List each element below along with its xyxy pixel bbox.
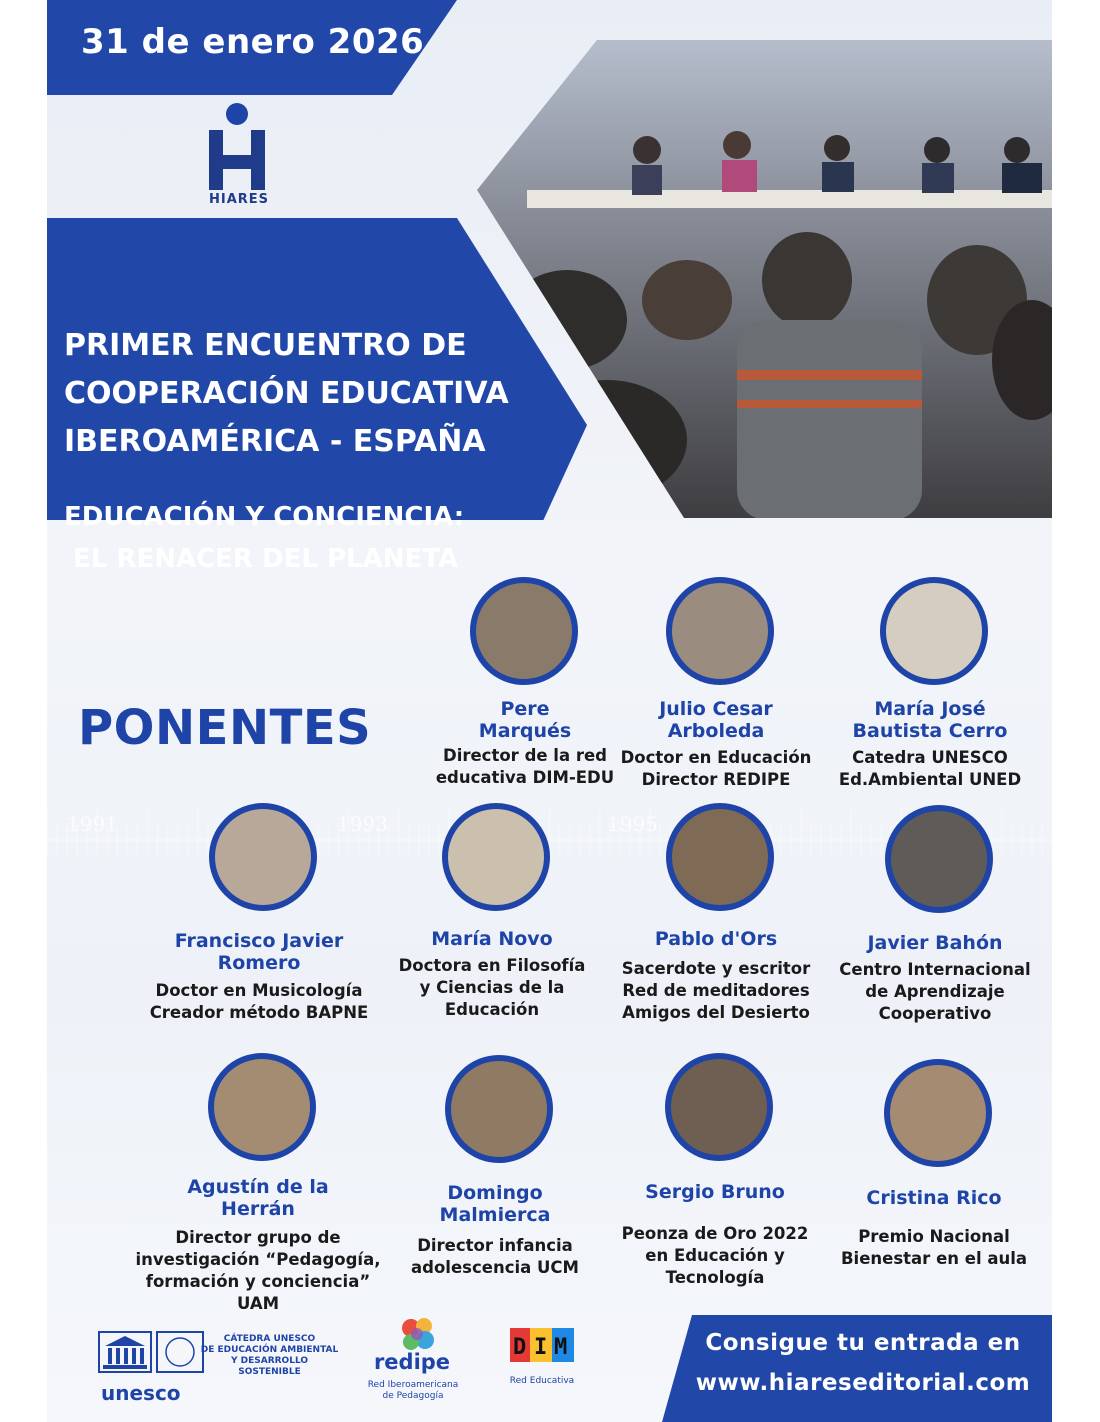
title-line: PRIMER ENCUENTRO DE bbox=[64, 328, 467, 363]
speaker-name: Agustín de la Herrán bbox=[187, 1176, 329, 1220]
speaker-photo bbox=[884, 1059, 992, 1167]
speaker-name: Sergio Bruno bbox=[645, 1181, 785, 1203]
speaker-role: Premio Nacional Bienestar en el aula bbox=[840, 1227, 1028, 1268]
year-label: 1995 bbox=[607, 812, 658, 836]
speaker-photo bbox=[208, 1053, 316, 1161]
speaker-role: Director grupo de investigación “Pedagogía, formación y conciencia” UAM bbox=[135, 1228, 381, 1313]
speaker-photo bbox=[470, 577, 578, 685]
speakers-heading: PONENTES bbox=[78, 700, 372, 756]
svg-text:D: D bbox=[513, 1335, 527, 1360]
speaker-photo bbox=[885, 805, 993, 913]
event-subtitle: EDUCACIÓN Y CONCIENCIA: EL RENACER DEL PLANETA bbox=[64, 502, 465, 574]
event-title bbox=[64, 322, 624, 466]
cta-url-link[interactable]: www.hiareseditorial.com bbox=[695, 1370, 1031, 1396]
speaker-role: Doctor en Musicología Creador método BAPNE bbox=[149, 981, 369, 1022]
svg-text:M: M bbox=[554, 1335, 568, 1360]
speaker-role: Centro Internacional de Aprendizaje Cooperativo bbox=[839, 960, 1031, 1023]
speaker-role: Peonza de Oro 2022 en Educación y Tecnología bbox=[621, 1224, 809, 1287]
speaker-photo bbox=[880, 577, 988, 685]
event-date: 31 de enero 2026 bbox=[81, 22, 425, 62]
speaker-name: María Novo bbox=[431, 928, 553, 950]
speaker-name: María José Bautista Cerro bbox=[852, 698, 1008, 742]
title-line: COOPERACIÓN EDUCATIVA bbox=[64, 376, 509, 411]
speaker-role: Sacerdote y escritor Red de meditadores Amigos del Desierto bbox=[621, 959, 811, 1022]
cta-text: Consigue tu entrada en bbox=[705, 1330, 1021, 1356]
speaker-name: Cristina Rico bbox=[866, 1187, 1002, 1209]
year-label: 1993 bbox=[337, 812, 388, 836]
speaker-name: Pere Marqués bbox=[478, 698, 572, 742]
speaker-name: Pablo d'Ors bbox=[654, 928, 778, 950]
poster bbox=[47, 0, 1052, 1422]
speaker-name: Javier Bahón bbox=[867, 932, 1003, 954]
speaker-photo bbox=[445, 1055, 553, 1163]
speaker-role: Catedra UNESCO Ed.Ambiental UNED bbox=[838, 748, 1022, 789]
speaker-photo bbox=[209, 803, 317, 911]
dim-logo-icon bbox=[510, 1328, 574, 1362]
speaker-name: Julio Cesar Arboleda bbox=[659, 698, 773, 742]
catedra-unesco-text: CÁTEDRA UNESCO DE EDUCACIÓN AMBIENTAL Y DESARROLLO SOSTENIBLE bbox=[200, 1334, 339, 1377]
year-label: 1991 bbox=[67, 812, 118, 836]
svg-text:I: I bbox=[534, 1335, 548, 1360]
redipe-logo-icon bbox=[397, 1314, 437, 1354]
speaker-photo bbox=[442, 803, 550, 911]
speaker-role: Director de la red educativa DIM-EDU bbox=[435, 746, 615, 787]
hiares-logo-text: HIARES bbox=[209, 192, 270, 207]
speaker-role: Doctor en Educación Director REDIPE bbox=[620, 748, 812, 789]
speaker-role: Director infancia adolescencia UCM bbox=[411, 1236, 579, 1277]
speaker-name: Domingo Malmierca bbox=[439, 1182, 551, 1226]
speaker-name: Francisco Javier Romero bbox=[174, 930, 344, 974]
speaker-photo bbox=[666, 577, 774, 685]
title-line: IBEROAMÉRICA - ESPAÑA bbox=[64, 424, 486, 459]
unesco-logo-text: unesco bbox=[101, 1381, 181, 1405]
dim-subtitle: Red Educativa bbox=[509, 1376, 575, 1386]
speaker-photo bbox=[666, 803, 774, 911]
speaker-photo bbox=[665, 1053, 773, 1161]
redipe-logo-text: redipe bbox=[373, 1350, 451, 1374]
redipe-subtitle: Red Iberoamericana de Pedagogía bbox=[367, 1380, 459, 1401]
speaker-role: Doctora en Filosofía y Ciencias de la Educación bbox=[398, 956, 586, 1019]
